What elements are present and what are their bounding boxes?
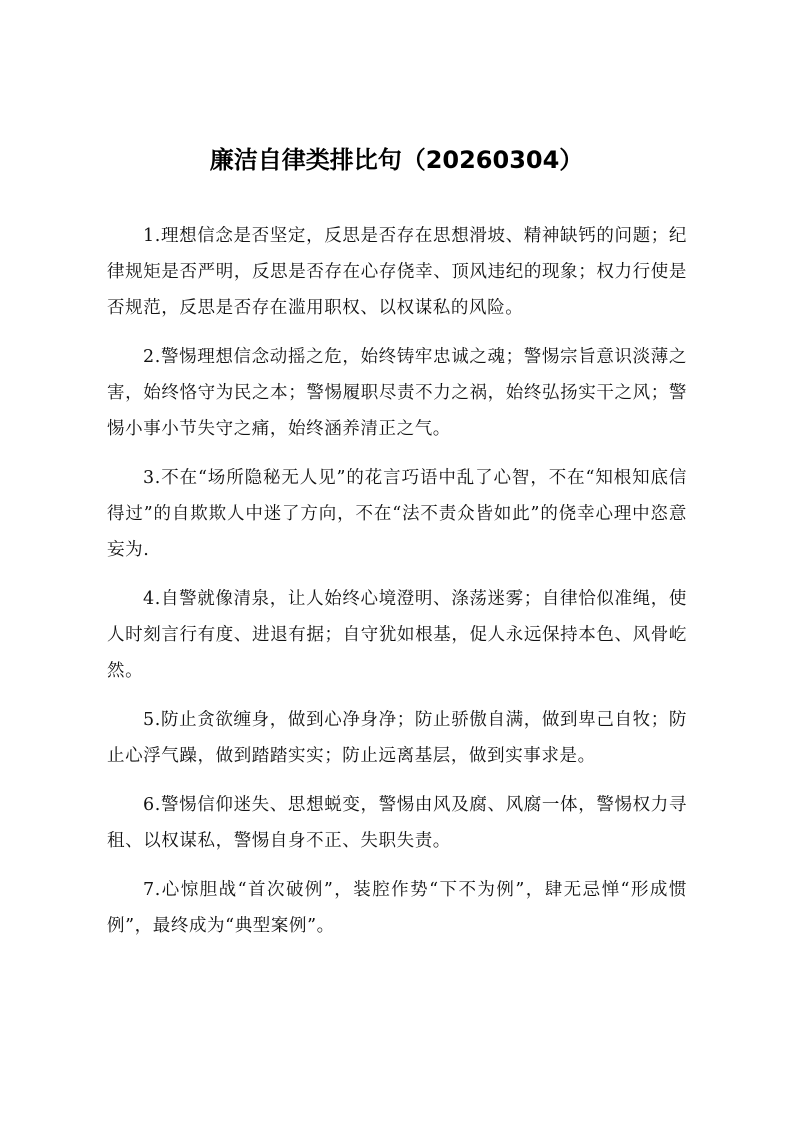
paragraph-4: 4.自警就像清泉，让人始终心境澄明、涤荡迷雾；自律恰似准绳，使人时刻言行有度、进退有据；自守犹如根基，促人永远保持本色、风骨屹然。 xyxy=(107,589,687,681)
paragraph-7: 7.心惊胆战“首次破例”，装腔作势“下不为例”，肆无忌惮“形成惯例”，最终成为“典型案例”。 xyxy=(107,880,687,936)
document-body xyxy=(107,218,687,957)
paragraph-5: 5.防止贪欲缠身，做到心净身净；防止骄傲自满，做到卑己自牧；防止心浮气躁，做到踏踏实实；防止远离基层，做到实事求是。 xyxy=(107,710,687,766)
paragraph-2: 2.警惕理想信念动摇之危，始终铸牢忠诚之魂；警惕宗旨意识淡薄之害，始终恪守为民之本；警惕履职尽责不力之祸，始终弘扬实干之风；警惕小事小节失守之痛，始终涵养清正之气。 xyxy=(107,347,687,439)
paragraph-1: 1.理想信念是否坚定，反思是否存在思想滑坡、精神缺钙的问题；纪律规矩是否严明，反思是否存在心存侥幸、顶风违纪的现象；权力行使是否规范，反思是否存在滥用职权、以权谋私的风险。 xyxy=(107,226,687,318)
paragraph-6: 6.警惕信仰迷失、思想蜕变，警惕由风及腐、风腐一体，警惕权力寻租、以权谋私，警惕自身不正、失职失责。 xyxy=(107,795,687,851)
paragraph-3: 3.不在“场所隐秘无人见”的花言巧语中乱了心智，不在“知根知底信得过”的自欺欺人中迷了方向，不在“法不责众皆如此”的侥幸心理中恣意妄为. xyxy=(107,468,687,560)
document-title: 廉洁自律类排比句（20260304） xyxy=(209,146,584,174)
